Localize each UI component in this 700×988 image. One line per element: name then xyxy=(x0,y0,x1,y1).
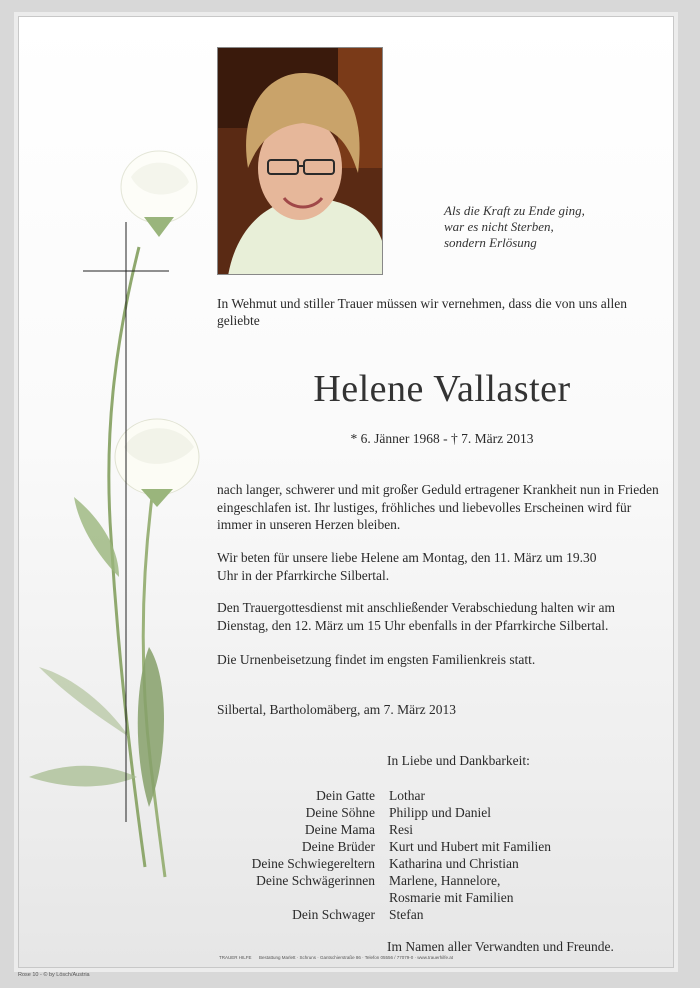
paragraph-prayer: Wir beten für unsere liebe Helene am Montag, den 11. März um 19.30 Uhr in der Pfarrkirche Silbertal. xyxy=(217,550,597,583)
mourner-names: Rosmarie mit Familien xyxy=(389,890,514,905)
mourner-relation: Dein Schwager xyxy=(292,907,375,922)
mourner-relation: Dein Gatte xyxy=(316,788,375,803)
thanks-heading: In Liebe und Dankbarkeit: xyxy=(387,753,530,768)
footer-text: Bestattung Marlett · Schruns · Gantschierstraße 86 · Telefon 05556 / 77079-0 · www.trauerhilfe.at xyxy=(259,955,454,960)
mourner-names: Lothar xyxy=(389,788,425,803)
paragraph-passing: nach langer, schwerer und mit großer Geduld ertragener Krankheit nun in Frieden eingeschlafen ist. Ihr lustiges, fröhliches und liebevolles Erscheinen wird für immer in unseren Herzen bleiben. xyxy=(217,482,659,532)
mourner-names: Katharina und Christian xyxy=(389,856,519,871)
life-dates: * 6. Jänner 1968 - † 7. März 2013 xyxy=(350,431,534,446)
mourner-relation xyxy=(199,889,375,906)
mourner-names: Stefan xyxy=(389,907,424,922)
footer-brand: TRAUER HILFE xyxy=(219,955,252,960)
mourner-relation: Deine Söhne xyxy=(305,805,375,820)
mourner-names: Kurt und Hubert mit Familien xyxy=(389,839,551,854)
mourners-list xyxy=(199,787,599,923)
mourner-row xyxy=(199,787,599,804)
place-date: Silbertal, Bartholomäberg, am 7. März 2013 xyxy=(217,702,456,717)
motto xyxy=(444,203,664,251)
image-credit: Rose 10 - © by Lösch/Austria xyxy=(18,972,90,978)
mourner-relation: Deine Mama xyxy=(304,822,375,837)
closing-line: Im Namen aller Verwandten und Freunde. xyxy=(387,939,614,954)
mourner-names: Marlene, Hannelore, xyxy=(389,873,501,888)
mourner-relation: Deine Schwiegereltern xyxy=(251,856,375,871)
motto-line: Als die Kraft zu Ende ging, xyxy=(444,203,585,218)
mourner-row xyxy=(199,838,599,855)
mourner-row xyxy=(199,821,599,838)
mourner-relation: Deine Brüder xyxy=(301,839,375,854)
portrait-photo xyxy=(217,47,383,275)
mourner-row xyxy=(199,855,599,872)
mourner-row xyxy=(199,872,599,889)
mourner-names: Resi xyxy=(389,822,414,837)
mourner-row xyxy=(199,889,599,906)
footer-imprint xyxy=(219,955,639,960)
mourner-row xyxy=(199,906,599,923)
mourner-row xyxy=(199,804,599,821)
motto-line: sondern Erlösung xyxy=(444,235,537,250)
mourner-names: Philipp und Daniel xyxy=(389,805,491,820)
mourner-relation: Deine Schwägerinnen xyxy=(256,873,375,888)
paragraph-funeral-service: Den Trauergottesdienst mit anschließender Verabschiedung halten wir am Dienstag, den 12. März um 15 Uhr ebenfalls in der Pfarrkirche Silbertal. xyxy=(217,600,616,633)
motto-line: war es nicht Sterben, xyxy=(444,219,554,234)
intro-text: In Wehmut und stiller Trauer müssen wir vernehmen, dass die von uns allen geliebte xyxy=(217,296,627,328)
deceased-name: Helene Vallaster xyxy=(313,368,571,410)
obituary-card xyxy=(18,16,674,968)
paragraph-urn-burial: Die Urnenbeisetzung findet im engsten Familienkreis statt. xyxy=(217,652,536,667)
